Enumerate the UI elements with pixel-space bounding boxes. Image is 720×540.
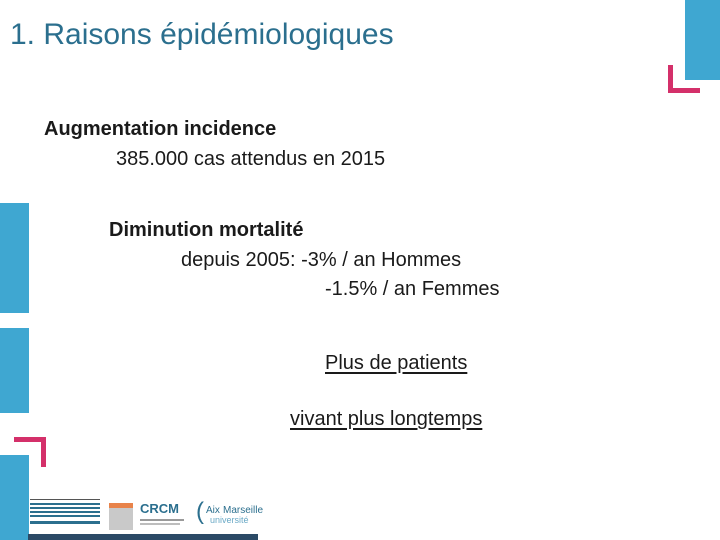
slide-title: 1. Raisons épidémiologiques [10, 18, 394, 51]
amu-logo [196, 500, 266, 528]
amu-logo-sub: université [210, 515, 249, 525]
institut-paoli-calmettes-logo [30, 499, 100, 527]
amu-logo-prefix: Aix [206, 505, 220, 516]
amu-bracket-icon: ( [196, 498, 204, 525]
footer-divider [28, 534, 258, 540]
mortality-line-1: depuis 2005: -3% / an Hommes [181, 249, 462, 271]
conclusion-line-2: vivant plus longtemps [290, 408, 483, 430]
incidence-heading: Augmentation incidence [44, 118, 277, 140]
mortality-heading: Diminution mortalité [109, 219, 304, 241]
top-right-blue-bar [685, 0, 720, 80]
left-blue-bar-2 [0, 328, 29, 413]
top-right-pink-corner-horizontal [668, 88, 700, 93]
mortality-line-2: -1.5% / an Femmes [325, 278, 500, 300]
crcm-logo-text: CRCM [140, 501, 179, 516]
left-pink-corner-vertical [41, 437, 46, 467]
left-blue-bar-3 [0, 455, 29, 540]
crcm-logo [140, 502, 190, 528]
inserm-logo [109, 503, 133, 530]
amu-logo-name: Marseille [223, 505, 264, 516]
left-blue-bar-1 [0, 203, 29, 313]
conclusion-line-1: Plus de patients [325, 352, 468, 374]
incidence-detail: 385.000 cas attendus en 2015 [116, 148, 386, 170]
